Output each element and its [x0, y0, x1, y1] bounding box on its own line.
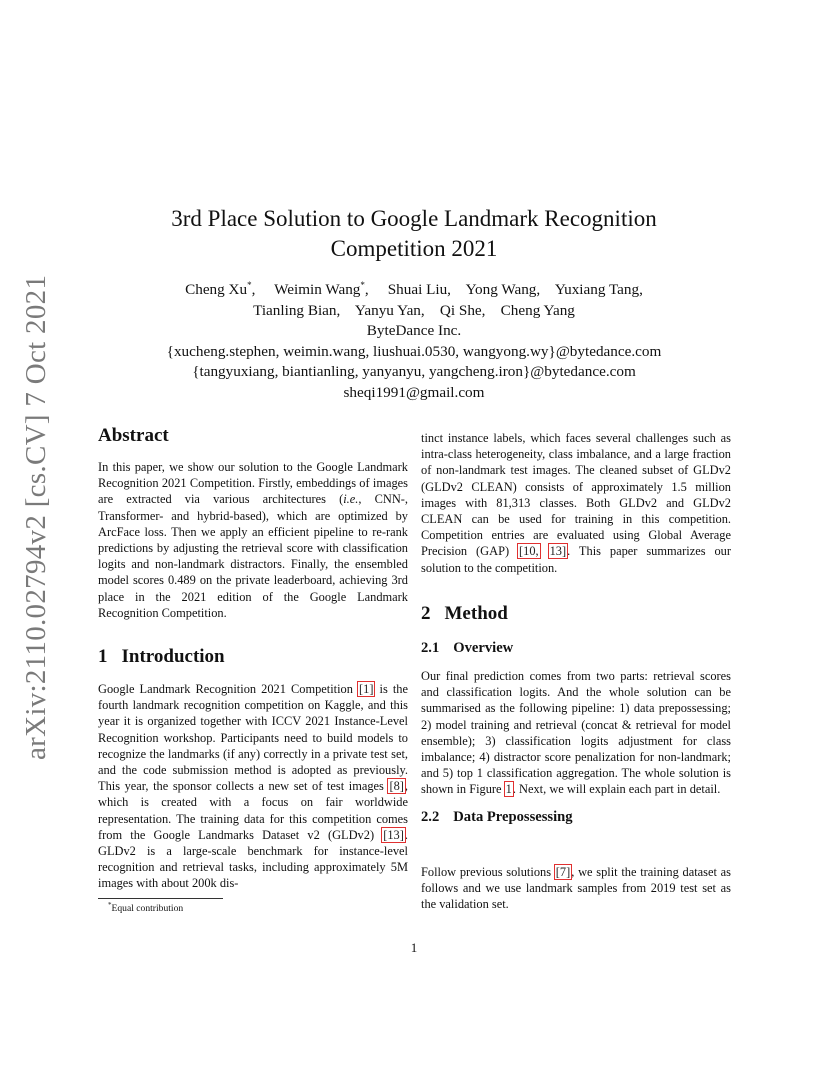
footnote	[108, 900, 184, 914]
citation-link[interactable]: [1]	[359, 682, 374, 696]
intro-text: . This paper summarizes our solution to the competition.	[421, 544, 731, 575]
title-line-2: Competition 2021	[330, 236, 498, 261]
subsection-title: Data Prepossessing	[453, 809, 573, 825]
section-title: Method	[444, 603, 508, 624]
abstract-heading: Abstract	[98, 425, 169, 446]
author-name: Yong Wang,	[465, 281, 541, 298]
author-name: Weimin Wang	[274, 281, 361, 298]
abstract-text: on the private leaderboard, achieving 3rd place in the 2021 edition of the Google Landmark Recognition Competition.	[98, 573, 408, 620]
email-line: sheqi1991@gmail.com	[343, 383, 485, 401]
citation-link[interactable]: [13]	[383, 827, 404, 842]
intro-text: . GLDv2 is a large-scale benchmark for instance-level recognition and retrieval tasks, including approximately 5M images with about 200k dis-	[98, 827, 408, 891]
equal-contribution-mark: *	[247, 279, 252, 290]
intro-text: is the fourth landmark recognition competition on Kaggle, and this year it is organized together with ICCV 2021 Instance-Level Recognition workshop. Participants need to build models to recognize the landmarks (if any) correctly in a private test set, and the code submission method is adopted as previously. This year, the sponsor collects a new set of test images	[98, 682, 408, 794]
subsection-title: Overview	[453, 640, 514, 656]
subsection-number: 2.1	[421, 640, 440, 656]
affiliation: ByteDance Inc.	[366, 322, 462, 339]
citation-link[interactable]: [8]	[389, 779, 404, 794]
abstract-text: In this paper, we show our solution to the Google Landmark Recognition 2021 Competition. Firstly, embeddings of images are extracted via various architectures (	[98, 460, 408, 507]
overview-text: Our final prediction comes from two parts: retrieval scores and classification logits. And the whole solution can be summarised as the following pipeline: 1) data prepossessing; 2) model training and retrieval (concat & retrieval for model ensemble); 3) classification logits adjustment for class imbalance; 4) distractor score penalization for non-landmark; and 5) top 1 classification aggregation. The whole solution is shown in Figure	[421, 669, 731, 797]
author-name: Yuxiang Tang,	[554, 281, 643, 298]
data-prepossessing-body	[421, 864, 731, 913]
subsection-data-heading	[421, 807, 573, 827]
section-title: Introduction	[121, 646, 225, 667]
overview-body	[421, 668, 731, 798]
email-line: {xucheng.stephen, weimin.wang, liushuai.0530, wangyong.wy}@bytedance.com	[166, 342, 662, 360]
equal-contribution-mark: *	[360, 279, 365, 290]
footnote-mark: *	[108, 900, 112, 909]
arxiv-identifier: arXiv:2110.02794v2 [cs.CV] 7 Oct 2021	[20, 274, 52, 760]
abstract-body	[98, 459, 408, 621]
footnote-text: Equal contribution	[111, 903, 184, 914]
data-text: Follow previous solutions	[421, 865, 555, 879]
author-block	[100, 280, 728, 403]
footnote-divider	[98, 898, 223, 899]
citation-link[interactable]: 13]	[549, 544, 567, 559]
author-name: Cheng Xu	[185, 281, 248, 298]
section-method-heading	[421, 602, 508, 626]
figure-link[interactable]: 1	[505, 782, 512, 797]
email-line: {tangyuxiang, biantianling, yanyanyu, yangcheng.iron}@bytedance.com	[192, 363, 636, 380]
intro-continuation	[421, 430, 731, 576]
citation-link[interactable]: [10,	[519, 544, 539, 559]
title-line-1: 3rd Place Solution to Google Landmark Recognition	[171, 206, 657, 231]
section-number: 1	[98, 646, 108, 667]
citation-link[interactable]: [7]	[555, 865, 571, 879]
subsection-overview-heading	[421, 638, 513, 658]
overview-text: . Next, we will explain each part in detail.	[512, 782, 721, 797]
abstract-text: i.e.	[343, 492, 359, 507]
page-number: 1	[410, 940, 418, 955]
section-introduction-heading	[98, 645, 225, 669]
section-number: 2	[421, 603, 431, 624]
intro-text: Google Landmark Recognition 2021 Competition	[98, 682, 359, 696]
data-text: , we split the training dataset as follows and we use landmark samples from 2019 test set as the validation set.	[421, 865, 731, 912]
introduction-body	[98, 681, 408, 892]
paper-title	[100, 204, 728, 264]
intro-text: , which is created with a focus on fair worldwide representation. The training data for this competition comes from the Google Landmarks Dataset v2 (GLDv2)	[98, 779, 408, 842]
abstract-text: , CNN-, Transformer- and hybrid-based), which are optimized by ArcFace loss. Then we apply an efficient pipeline to re-rank predictions by adjusting the retrieval score with classification logits and non-landmark distractors. Finally, the ensembled model scores	[98, 492, 408, 588]
intro-text: tinct instance labels, which faces several challenges such as intra-class heterogeneity, class imbalance, and a large fraction of non-landmark test images. The cleaned subset of GLDv2 (GLDv2 CLEAN) consists of approximately 1.5 million images with 81,313 classes. Both GLDv2 and GLDv2 CLEAN can be used for training in this competition. Competition entries are evaluated using Global Average Precision (GAP)	[421, 431, 731, 559]
author-name: Shuai Liu,	[387, 281, 451, 298]
subsection-number: 2.2	[421, 809, 440, 825]
abstract-score: 0.489	[167, 573, 196, 588]
authors-line-1: Cheng Xu*, Weimin Wang*, Shuai Liu, Yong Wang, Yuxiang Tang,	[185, 279, 643, 298]
authors-line-2: Tianling Bian, Yanyu Yan, Qi She, Cheng Yang	[253, 301, 575, 319]
